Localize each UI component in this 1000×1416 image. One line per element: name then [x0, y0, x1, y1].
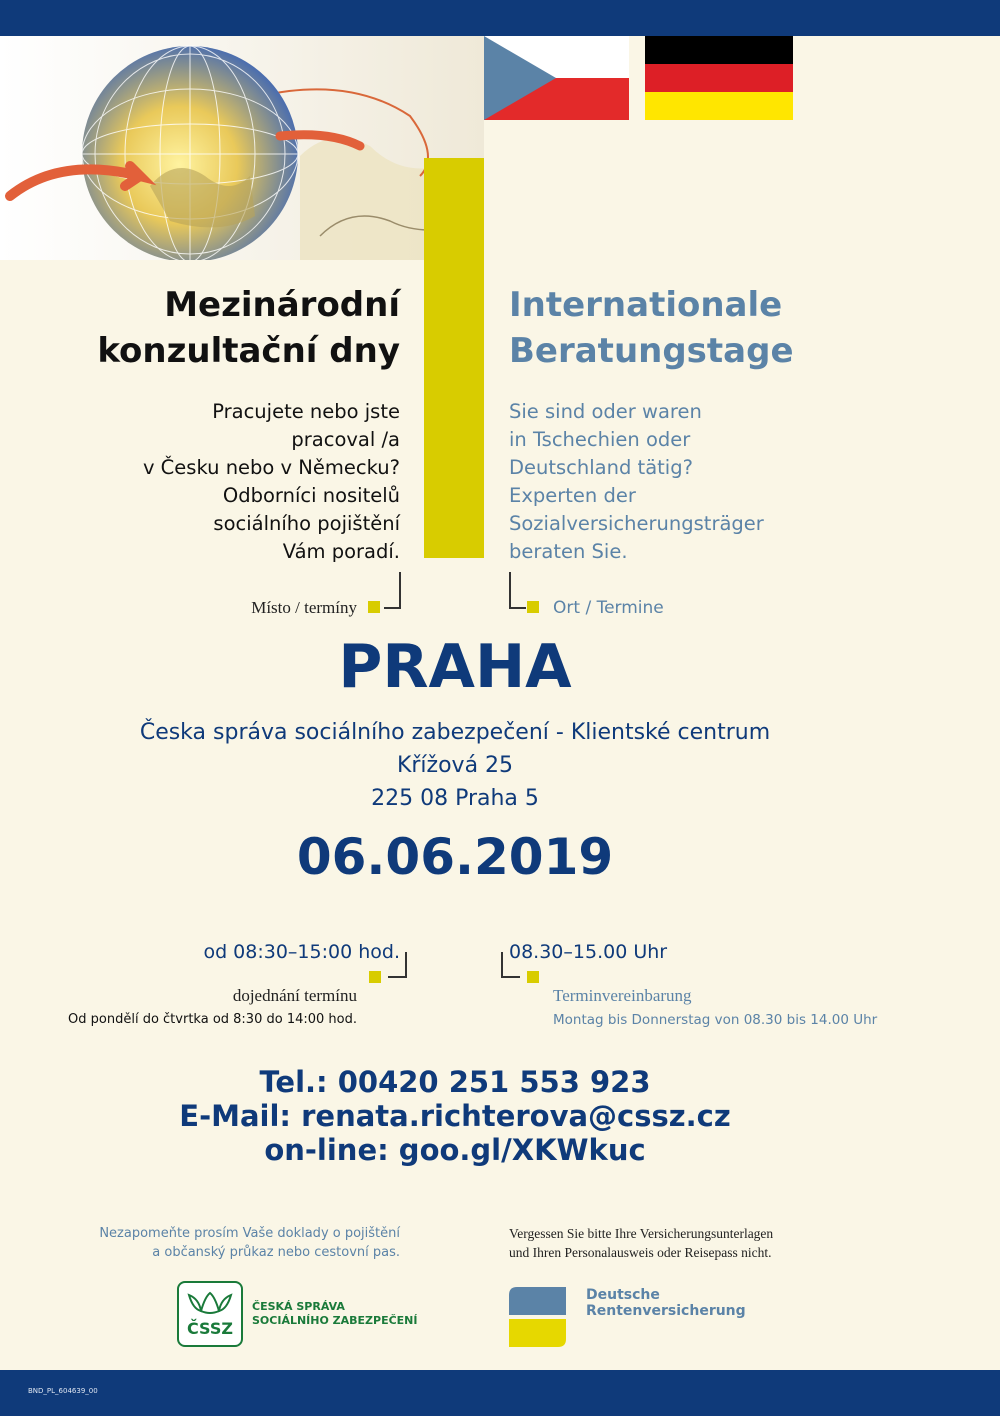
top-bar	[0, 0, 1000, 36]
drv-name: Deutsche Rentenversicherung	[586, 1287, 746, 1319]
de-hours: 08.30–15.00 Uhr	[509, 941, 668, 963]
address-line-1: Česka správa sociálního zabezpečení - Klientské centrum	[139, 720, 771, 745]
czech-flag	[484, 36, 629, 120]
cz-hours: od 08:30–15:00 hod.	[203, 941, 400, 963]
german-flag	[645, 36, 793, 120]
connector-line	[509, 572, 511, 609]
connector-line	[509, 607, 526, 609]
de-appointment-label: Terminvereinbarung	[553, 986, 692, 1005]
yellow-marker	[527, 971, 539, 983]
cssz-logo	[177, 1281, 243, 1347]
cz-footer-note: Nezapomeňte prosím Vaše doklady o pojištění a občanský průkaz nebo cestovní pas.	[99, 1226, 400, 1260]
cz-title: Mezinárodní konzultační dny	[97, 285, 400, 371]
yellow-divider-bar	[424, 158, 484, 558]
yellow-marker	[527, 601, 539, 613]
contact-email[interactable]: E-Mail: renata.richterova@cssz.cz	[179, 1099, 731, 1133]
cz-appointment-hours: Od pondělí do čtvrtka od 8:30 do 14:00 hod.	[68, 1012, 357, 1027]
de-appointment-hours: Montag bis Donnerstag von 08.30 bis 14.00 Uhr	[553, 1012, 878, 1028]
yellow-marker	[369, 971, 381, 983]
de-place-label: Ort / Termine	[553, 598, 664, 618]
city-heading: PRAHA	[338, 632, 572, 702]
connector-line	[501, 952, 503, 978]
connector-line	[399, 572, 401, 609]
address-line-3: 225 08 Praha 5	[371, 786, 539, 811]
document-code: BND_PL_604639_00	[28, 1387, 98, 1395]
connector-line	[501, 976, 520, 978]
cssz-abbr: ČSSZ	[187, 1319, 233, 1338]
address-line-2: Křížová 25	[396, 753, 514, 778]
connector-line	[388, 976, 407, 978]
drv-logo	[509, 1287, 566, 1347]
connector-line	[405, 952, 407, 978]
globe-illustration	[0, 36, 484, 260]
contact-phone[interactable]: Tel.: 00420 251 553 923	[259, 1065, 651, 1099]
de-footer-note: Vergessen Sie bitte Ihre Versicherungsunterlagen und Ihren Personalausweis oder Reisepass nicht.	[509, 1226, 774, 1260]
connector-line	[384, 607, 401, 609]
contact-online-link[interactable]: on-line: goo.gl/XKWkuc	[264, 1133, 646, 1167]
de-intro-text: Sie sind oder waren in Tschechien oder Deutschland tätig? Experten der Sozialversicherungsträger beraten Sie.	[509, 400, 764, 563]
leaf-icon	[179, 1287, 241, 1323]
bottom-bar	[0, 1370, 1000, 1416]
de-title: Internationale Beratungstage	[509, 285, 794, 371]
yellow-marker	[368, 601, 380, 613]
cz-appointment-label: dojednání termínu	[232, 986, 357, 1005]
cssz-name: ČESKÁ SPRÁVA SOCIÁLNÍHO ZABEZPEČENÍ	[252, 1300, 418, 1327]
cz-place-label: Místo / termíny	[251, 598, 357, 617]
cz-intro-text: Pracujete nebo jste pracoval /a v Česku nebo v Německu? Odborníci nositelů sociálního pojištění Vám poradí.	[142, 400, 400, 563]
event-date: 06.06.2019	[296, 828, 614, 886]
